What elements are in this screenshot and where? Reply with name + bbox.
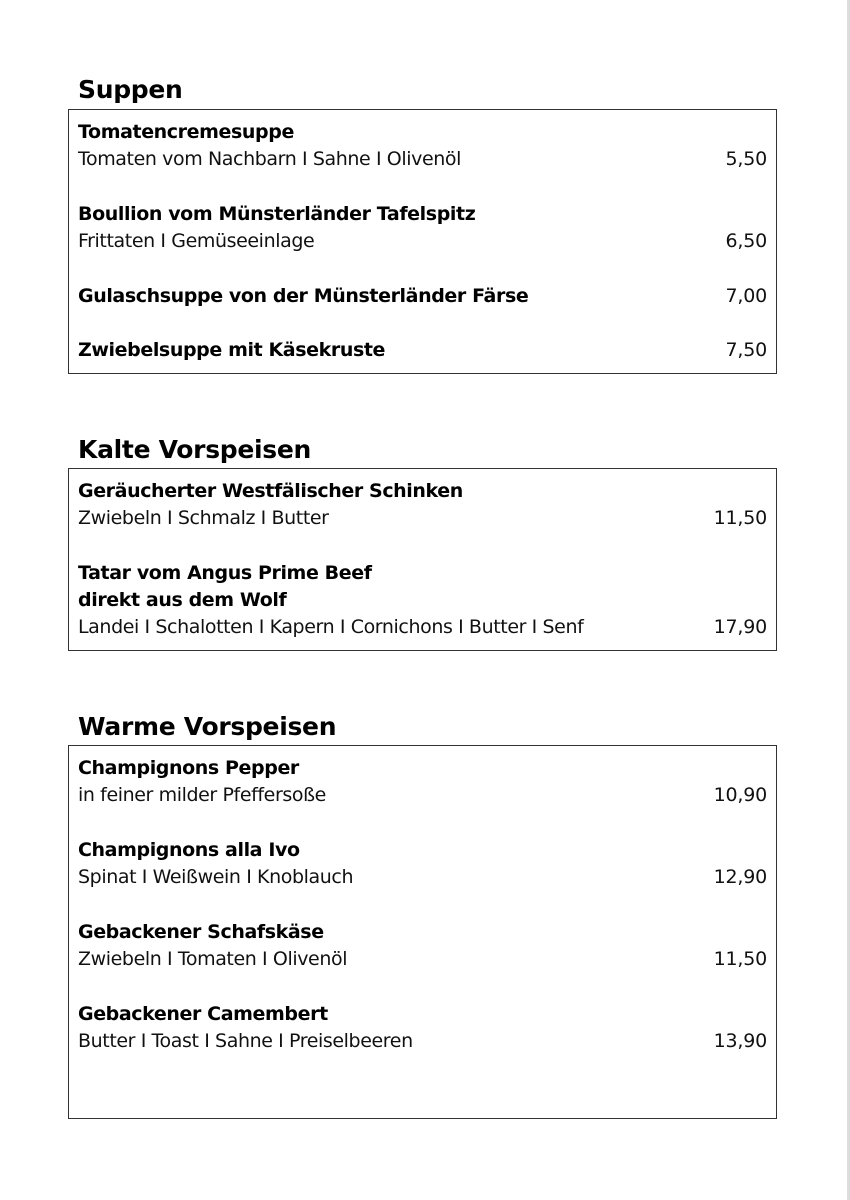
item-price: 12,90 bbox=[713, 866, 767, 888]
item-description: Landei I Schalotten I Kapern I Cornichons I Butter I Senf bbox=[78, 616, 584, 638]
section-title-suppen: Suppen bbox=[78, 75, 183, 104]
item-row bbox=[78, 228, 767, 255]
menu-item bbox=[78, 478, 767, 532]
item-description: Tomaten vom Nachbarn I Sahne I Olivenöl bbox=[78, 148, 461, 170]
item-price: 11,50 bbox=[713, 948, 767, 970]
item-price: 17,90 bbox=[713, 616, 767, 638]
item-price: 7,00 bbox=[725, 285, 767, 307]
item-name: Tomatencremesuppe bbox=[78, 121, 294, 143]
item-name: Gulaschsuppe von der Münsterländer Färse bbox=[78, 285, 529, 307]
menu-item bbox=[78, 755, 767, 809]
item-name: Champignons Pepper bbox=[78, 757, 299, 779]
menu-item bbox=[78, 837, 767, 891]
item-price: 5,50 bbox=[725, 148, 767, 170]
item-name-line2: direkt aus dem Wolf bbox=[78, 589, 287, 611]
item-row bbox=[78, 337, 767, 364]
item-price: 6,50 bbox=[725, 230, 767, 252]
item-price: 13,90 bbox=[713, 1030, 767, 1052]
item-description: Zwiebeln I Tomaten I Olivenöl bbox=[78, 948, 348, 970]
item-name: Boullion vom Münsterländer Tafelspitz bbox=[78, 203, 476, 225]
item-name: Geräucherter Westfälischer Schinken bbox=[78, 480, 463, 502]
item-row bbox=[78, 614, 767, 641]
section-box-warme-vorspeisen bbox=[68, 745, 777, 1119]
item-description: Butter I Toast I Sahne I Preiselbeeren bbox=[78, 1030, 413, 1052]
item-name: Champignons alla Ivo bbox=[78, 839, 300, 861]
item-row bbox=[78, 864, 767, 891]
item-name: Gebackener Camembert bbox=[78, 1003, 328, 1025]
menu-item bbox=[78, 337, 767, 364]
item-row bbox=[78, 146, 767, 173]
item-name: Gebackener Schafskäse bbox=[78, 921, 324, 943]
item-price: 10,90 bbox=[713, 784, 767, 806]
item-row bbox=[78, 283, 767, 310]
item-description: in feiner milder Pfeffersoße bbox=[78, 784, 326, 806]
menu-item bbox=[78, 283, 767, 310]
item-price: 7,50 bbox=[725, 339, 767, 361]
item-row bbox=[78, 1028, 767, 1055]
item-description: Frittaten I Gemüseeinlage bbox=[78, 230, 315, 252]
item-row bbox=[78, 782, 767, 809]
menu-item bbox=[78, 560, 767, 641]
section-title-kalte-vorspeisen: Kalte Vorspeisen bbox=[78, 435, 312, 464]
item-row bbox=[78, 505, 767, 532]
section-box-kalte-vorspeisen bbox=[68, 468, 777, 651]
section-title-warme-vorspeisen: Warme Vorspeisen bbox=[78, 712, 337, 741]
item-price: 11,50 bbox=[713, 507, 767, 529]
item-name: Zwiebelsuppe mit Käsekruste bbox=[78, 339, 386, 361]
menu-item bbox=[78, 201, 767, 255]
item-name: Tatar vom Angus Prime Beef bbox=[78, 562, 372, 584]
item-description: Zwiebeln I Schmalz I Butter bbox=[78, 507, 329, 529]
menu-item bbox=[78, 119, 767, 173]
menu-item bbox=[78, 1001, 767, 1055]
item-row bbox=[78, 946, 767, 973]
menu-item bbox=[78, 919, 767, 973]
section-box-suppen bbox=[68, 109, 777, 374]
item-description: Spinat I Weißwein I Knoblauch bbox=[78, 866, 354, 888]
